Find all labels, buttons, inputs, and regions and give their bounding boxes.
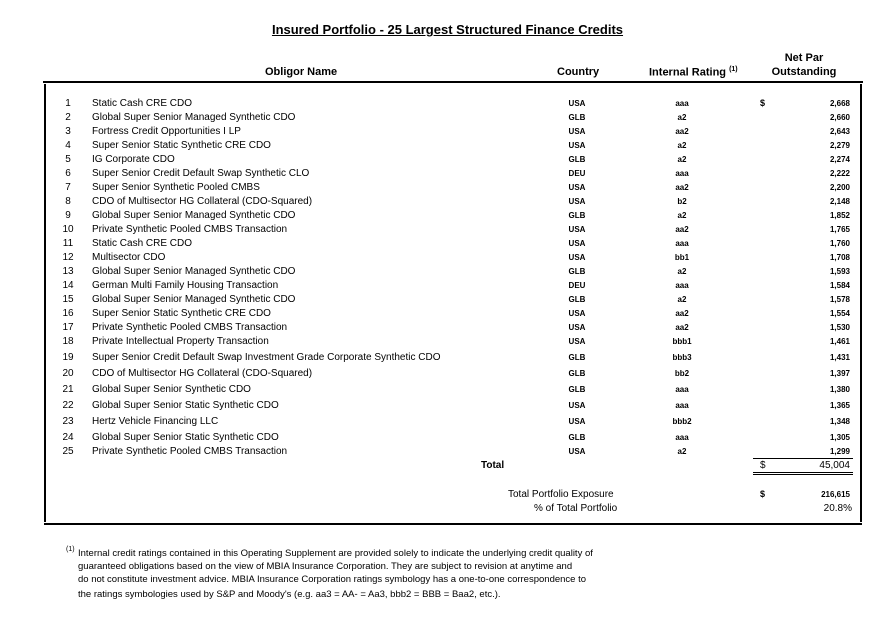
total-bottom-rule-2 [753,474,853,475]
internal-rating: a2 [677,267,687,276]
net-par-value: 2,279 [829,141,850,150]
obligor-name: Hertz Vehicle Financing LLC [92,416,219,427]
table-row [0,336,895,350]
country-code: USA [568,401,586,410]
net-par-value: 1,554 [829,309,850,318]
row-number: 15 [62,294,74,305]
page-title: Insured Portfolio - 25 Largest Structured Finance Credits [271,22,624,37]
table-row [0,322,895,336]
header-internal-rating [649,66,738,79]
table-row [0,196,895,210]
row-number: 10 [62,224,74,235]
obligor-name: German Multi Family Housing Transaction [92,280,279,291]
obligor-name: Super Senior Credit Default Swap Synthetic CLO [92,168,310,179]
table-row [0,238,895,252]
internal-rating: aa2 [675,323,689,332]
table-bottom-border [44,523,862,525]
footnote-marker: (1) [66,546,75,553]
net-par-value: 2,148 [829,197,850,206]
total-bottom-rule-1 [753,472,853,473]
row-number: 6 [65,168,71,179]
internal-rating: bbb2 [672,417,692,426]
net-par-value: 1,348 [829,417,850,426]
obligor-name: Global Super Senior Synthetic CDO [92,384,251,395]
row-number: 20 [62,368,74,379]
portfolio-pct-label: % of Total Portfolio [534,503,618,514]
country-code: GLB [568,295,586,304]
country-code: USA [568,225,586,234]
row-number: 4 [65,140,71,151]
total-label: Total [481,460,505,471]
table-row [0,432,895,446]
table-row [0,252,895,266]
obligor-name: Multisector CDO [92,252,166,263]
country-code: GLB [568,385,586,394]
internal-rating: aaa [675,169,689,178]
country-code: USA [568,323,586,332]
footnote-line-1: Internal credit ratings contained in this Operating Supplement are provided solely to indicate the underlying credit quality of [78,548,593,559]
obligor-name: Fortress Credit Opportunities I LP [92,126,241,137]
row-number: 1 [65,98,71,109]
obligor-name: CDO of Multisector HG Collateral (CDO-Squared) [92,196,313,207]
country-code: USA [568,337,586,346]
row-number: 13 [62,266,74,277]
net-par-value: 2,643 [829,127,850,136]
net-par-value: 2,274 [829,155,850,164]
currency-symbol: $ [760,98,766,108]
country-code: USA [568,183,586,192]
table-row [0,224,895,238]
obligor-name: Global Super Senior Managed Synthetic CDO [92,112,296,123]
internal-rating: aa2 [675,309,689,318]
net-par-value: 1,578 [829,295,850,304]
country-code: USA [568,197,586,206]
row-number: 11 [62,238,74,249]
country-code: USA [568,447,586,456]
table-row [0,280,895,294]
country-code: GLB [568,113,586,122]
obligor-name: Static Cash CRE CDO [92,238,193,249]
country-code: USA [568,127,586,136]
total-currency: $ [760,460,766,471]
row-number: 24 [62,432,74,443]
total-value: 45,004 [819,460,850,471]
row-number: 2 [65,112,71,123]
table-row [0,294,895,308]
obligor-name: Global Super Senior Managed Synthetic CDO [92,210,296,221]
table-top-rule [43,81,863,83]
table-row [0,140,895,154]
row-number: 21 [62,384,74,395]
internal-rating: aa2 [675,183,689,192]
internal-rating: a2 [677,447,687,456]
obligor-name: Super Senior Credit Default Swap Investment Grade Corporate Synthetic CDO [92,352,441,363]
obligor-name: Global Super Senior Managed Synthetic CDO [92,294,296,305]
internal-rating: bb1 [674,253,690,262]
net-par-value: 1,299 [829,447,850,456]
net-par-value: 2,660 [829,113,850,122]
net-par-value: 1,760 [829,239,850,248]
table-row [0,168,895,182]
net-par-value: 1,530 [829,323,850,332]
row-number: 8 [65,196,71,207]
country-code: USA [568,417,586,426]
obligor-name: Super Senior Synthetic Pooled CMBS [92,182,260,193]
internal-rating: aaa [675,281,689,290]
internal-rating: bbb1 [672,337,692,346]
net-par-value: 2,222 [829,169,850,178]
obligor-name: CDO of Multisector HG Collateral (CDO-Squared) [92,368,313,379]
internal-rating: aaa [675,401,689,410]
header-rating-footnote-marker: (1) [729,66,738,73]
net-par-value: 1,397 [829,369,850,378]
table-row [0,98,895,112]
header-country: Country [557,66,600,78]
country-code: USA [568,141,586,150]
internal-rating: bb2 [674,369,690,378]
net-par-value: 1,765 [829,225,850,234]
internal-rating: b2 [677,197,687,206]
net-par-value: 2,668 [829,99,850,108]
row-number: 23 [62,416,74,427]
table-row [0,368,895,382]
row-number: 9 [65,210,71,221]
internal-rating: aaa [675,385,689,394]
country-code: GLB [568,155,586,164]
obligor-name: Super Senior Static Synthetic CRE CDO [92,140,271,151]
internal-rating: aaa [675,433,689,442]
row-number: 3 [65,126,71,137]
country-code: GLB [568,267,586,276]
row-number: 16 [62,308,74,319]
obligor-name: Private Synthetic Pooled CMBS Transaction [92,322,288,333]
footnote-line-3: do not constitute investment advice. MBIA Insurance Corporation ratings symbology has a one-to-one correspondence to [78,574,587,585]
table-row [0,400,895,414]
table-row [0,416,895,430]
portfolio-exposure-value: 216,615 [821,490,850,499]
internal-rating: a2 [677,113,687,122]
country-code: USA [568,239,586,248]
obligor-name: Global Super Senior Managed Synthetic CDO [92,266,296,277]
net-par-value: 1,380 [829,385,850,394]
table-row [0,126,895,140]
row-number: 5 [65,154,71,165]
row-number: 7 [65,182,71,193]
row-number: 18 [62,336,74,347]
row-number: 17 [62,322,74,333]
obligor-name: Private Synthetic Pooled CMBS Transaction [92,224,288,235]
table-row [0,384,895,398]
net-par-value: 1,852 [829,211,850,220]
table-row [0,210,895,224]
obligor-name: Global Super Senior Static Synthetic CDO [92,432,279,443]
country-code: USA [568,253,586,262]
row-number: 19 [62,352,74,363]
net-par-value: 1,431 [829,353,850,362]
portfolio-pct-value: 20.8% [823,503,852,514]
table-row [0,182,895,196]
internal-rating: a2 [677,211,687,220]
obligor-name: Super Senior Static Synthetic CRE CDO [92,308,271,319]
table-row [0,266,895,280]
net-par-value: 1,584 [829,281,850,290]
internal-rating: aa2 [675,225,689,234]
header-obligor: Obligor Name [265,66,338,78]
table-row [0,352,895,366]
internal-rating: aa2 [675,127,689,136]
net-par-value: 2,200 [829,183,850,192]
country-code: DEU [568,169,586,178]
country-code: USA [568,309,586,318]
internal-rating: aaa [675,99,689,108]
row-number: 25 [62,446,74,457]
internal-rating: bbb3 [672,353,692,362]
header-rating-label: Internal Rating [649,66,727,79]
header-net-par: Net Par [784,52,824,64]
table-row [0,308,895,322]
obligor-name: Global Super Senior Static Synthetic CDO [92,400,279,411]
table-row [0,154,895,168]
obligor-name: Private Intellectual Property Transaction [92,336,269,347]
portfolio-exposure-currency: $ [760,489,766,499]
total-top-rule [753,458,853,459]
country-code: GLB [568,211,586,220]
net-par-value: 1,461 [829,337,850,346]
country-code: GLB [568,369,586,378]
obligor-name: Private Synthetic Pooled CMBS Transaction [92,446,288,457]
net-par-value: 1,365 [829,401,850,410]
country-code: GLB [568,353,586,362]
row-number: 14 [62,280,74,291]
internal-rating: a2 [677,141,687,150]
table-row [0,112,895,126]
country-code: GLB [568,433,586,442]
row-number: 12 [62,252,74,263]
footnote-line-2: guaranteed obligations based on the view of MBIA Insurance Corporation. They are subject to revision at anytime and [78,561,573,572]
internal-rating: a2 [677,155,687,164]
internal-rating: aaa [675,239,689,248]
internal-rating: a2 [677,295,687,304]
net-par-value: 1,708 [829,253,850,262]
footnote-line-4: the ratings symbologies used by S&P and Moody's (e.g. aa3 = AA- = Aa3, bbb2 = BBB = Baa2, etc.). [78,589,501,600]
country-code: USA [568,99,586,108]
country-code: DEU [568,281,586,290]
net-par-value: 1,305 [829,433,850,442]
obligor-name: Static Cash CRE CDO [92,98,193,109]
obligor-name: IG Corporate CDO [92,154,175,165]
header-outstanding: Outstanding [771,66,837,78]
portfolio-exposure-label: Total Portfolio Exposure [508,489,614,500]
net-par-value: 1,593 [829,267,850,276]
row-number: 22 [62,400,74,411]
